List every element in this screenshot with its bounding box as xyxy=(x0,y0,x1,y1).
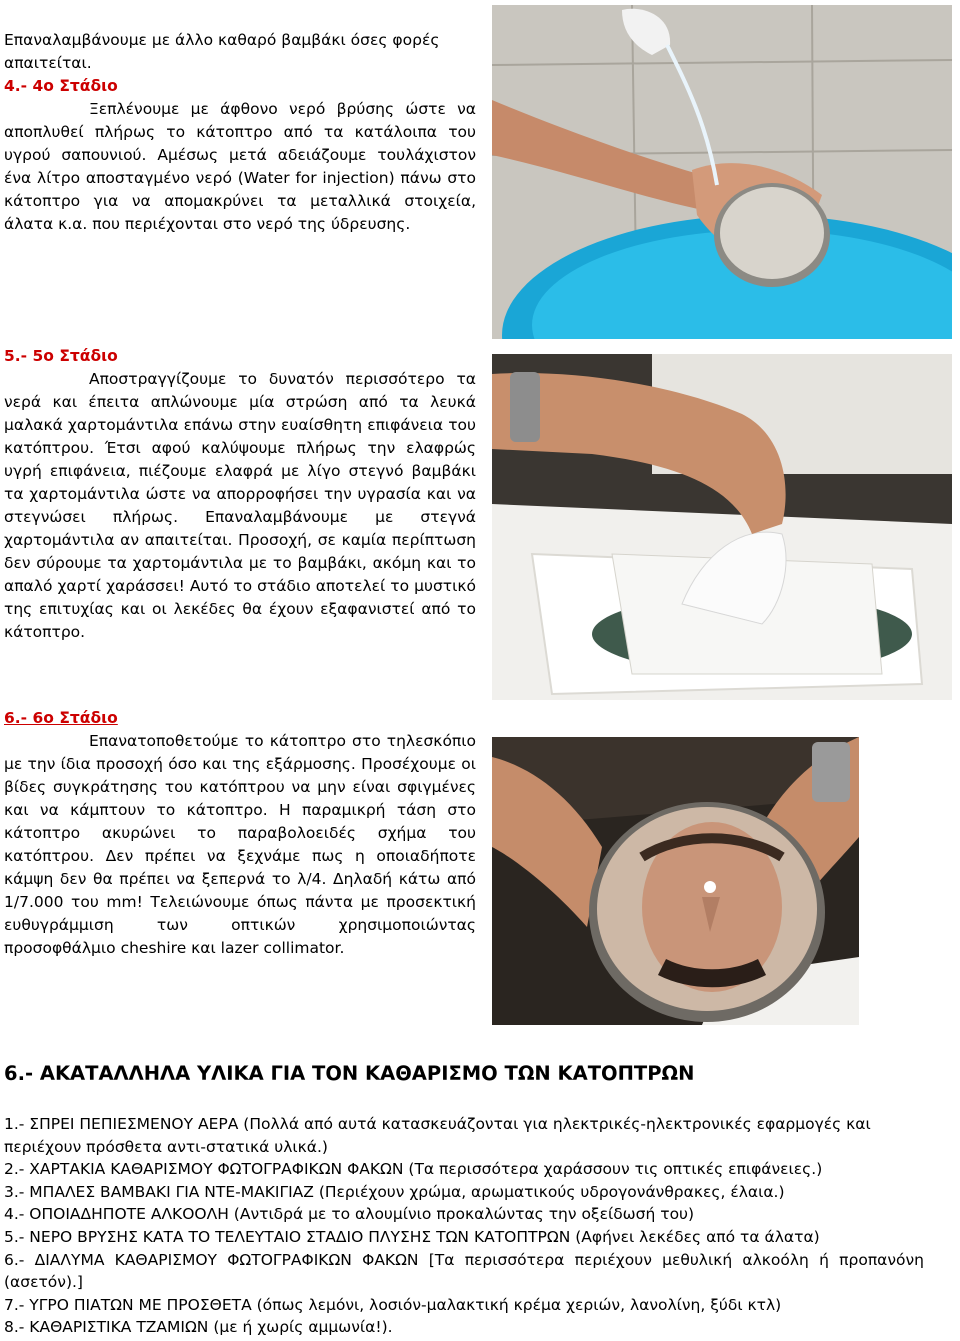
unsuitable-materials-list xyxy=(4,1113,924,1339)
stage-5 xyxy=(4,345,476,644)
photo-rinsing-mirror xyxy=(492,5,952,339)
list-item: 8.- ΚΑΘΑΡΙΣΤΙΚΑ ΤΖΑΜΙΩΝ (με ή χωρίς αμμωνία!). xyxy=(4,1318,393,1337)
photo-drying-tissues xyxy=(492,354,952,700)
intro-line-1: Επαναλαμβάνουμε με άλλο καθαρό βαμβάκι όσες φορές xyxy=(4,31,440,49)
list-item: 5.- ΝΕΡΟ ΒΡΥΣΗΣ ΚΑΤΑ ΤΟ ΤΕΛΕΥΤΑΙΟ ΣΤΑΔΙΟ ΠΛΥΣΗΣ ΤΩΝ ΚΑΤΟΠΤΡΩΝ (Αφήνει λεκέδες από τα άλατα) xyxy=(4,1227,820,1246)
stage-5-text: Αποστραγγίζουμε το δυνατόν περισσότερο τα νερά και έπειτα απλώνουμε μία στρώση από τα λευκά μαλακά χαρτομάντιλα επάνω στην ευαίσθητη επιφάνεια του κατόπτρου. Έτσι αφού καλύψουμε πλήρως την ελαφρώς υγρή επιφάνεια, πιέζουμε ελαφρά με λίγο στεγνό βαμβάκι τα χαρτομάντιλα ώστε να απορροφήσει την υγρασία και να στεγνώσει πλήρως. Επαναλαμβάνουμε με στεγνά χαρτομάντιλα αν απαιτείται. Προσοχή, σε καμία περίπτωση δεν σύρουμε τα χαρτομάντιλα με το βαμβάκι, ακόμη και το απαλό χαρτί χαράσσει! Αυτό το στάδιο αποτελεί το μυστικό της επιτυχίας και οι λεκέδες θα έχουν εξαφανιστεί από το κάτοπτρο. xyxy=(4,370,476,641)
stage-6-heading: 6.- 6ο Στάδιο xyxy=(4,709,118,727)
stage-4-heading: 4.- 4ο Στάδιο xyxy=(4,77,118,95)
list-item: 1.- ΣΠΡΕΙ ΠΕΠΙΕΣΜΕΝΟΥ ΑΕΡΑ (Πολλά από αυτά κατασκευάζονται για ηλεκτρικές-ηλεκτρονικές εφαρμογές και περιέχουν πρόσθετα αντι-στατικά υλικά.) xyxy=(4,1115,871,1156)
list-item: 2.- ΧΑΡΤΑΚΙΑ ΚΑΘΑΡΙΣΜΟΥ ΦΩΤΟΓΡΑΦΙΚΩΝ ΦΑΚΩΝ (Τα περισσότερα χαράσσουν τις οπτικές επιφάνειες.) xyxy=(4,1160,823,1179)
intro-text xyxy=(4,29,476,75)
list-item: 7.- ΥΓΡΟ ΠΙΑΤΩΝ ΜΕ ΠΡΟΣΘΕΤΑ (όπως λεμόνι, λοσιόν-μαλακτική κρέμα χεριών, λανολίνη, ξύδι κτλ) xyxy=(4,1295,782,1314)
stage-6-text: Επανατοποθετούμε το κάτοπτρο στο τηλεσκόπιο με την ίδια προσοχή όσο και της εξάρμοσης. Προσέχουμε οι βίδες συγκράτησης του κατόπτρου να μην είναι σφιγμένες και να κάμπτουν το κάτοπτρο. Η παραμικρή τάση στο κάτοπτρο ακυρώνει το παραβολοειδές σχήμα του κατόπτρου. Δεν πρέπει να ξεχνάμε πως η οποιαδήποτε κάμψη δεν θα πρέπει να ξεπερνά το λ/4. Δηλαδή κάτω από 1/7.000 του mm! Τελειώνουμε όπως πάντα με προσεκτική ευθυγράμμιση των οπτικών χρησιμοποιώντας προσοφθάλμιο cheshire και lazer collimator. xyxy=(4,732,476,957)
rinsing-mirror-image xyxy=(492,5,952,339)
stage-4 xyxy=(4,75,476,236)
intro-line-2: απαιτείται. xyxy=(4,54,92,72)
stage-6 xyxy=(4,707,476,960)
mirror-reflection-image xyxy=(492,737,859,1025)
list-item: 6.- ΔΙΑΛΥΜΑ ΚΑΘΑΡΙΣΜΟΥ ΦΩΤΟΓΡΑΦΙΚΩΝ ΦΑΚΩΝ [Τα περισσότερα περιέχουν μεθυλική αλκοόλη ή προπανόνη (ασετόν).] xyxy=(4,1250,924,1292)
photo-mirror-reflection xyxy=(492,737,859,1025)
list-item: 3.- ΜΠΑΛΕΣ ΒΑΜΒΑΚΙ ΓΙΑ ΝΤΕ-ΜΑΚΙΓΙΑΖ (Περιέχουν χρώμα, αρωματικούς υδρογονάνθρακες, έλαια.) xyxy=(4,1182,785,1201)
list-item: 4.- ΟΠΟΙΑΔΗΠΟΤΕ ΑΛΚΟΟΛΗ (Αντιδρά με το αλουμίνιο προκαλώντας την οξείδωσή του) xyxy=(4,1205,695,1224)
drying-tissues-image xyxy=(492,354,952,700)
section-6-title: 6.- ΑΚΑΤΑΛΛΗΛΑ ΥΛΙΚΑ ΓΙΑ ΤΟΝ ΚΑΘΑΡΙΣΜΟ ΤΩΝ ΚΑΤΟΠΤΡΩΝ xyxy=(4,1062,695,1085)
stage-4-text: Ξεπλένουμε με άφθονο νερό βρύσης ώστε να αποπλυθεί πλήρως το κάτοπτρο από τα κατάλοιπα του υγρού σαπουνιού. Αμέσως μετά αδειάζουμε τουλάχιστον ένα λίτρο αποσταγμένο νερό (Water for injection) πάνω στο κάτοπτρο για να απομακρύνει τα μεταλλικά στοιχεία, άλατα κ.α. που περιέχονται στο νερό της ύδρευσης. xyxy=(4,100,476,233)
stage-5-heading: 5.- 5ο Στάδιο xyxy=(4,347,118,365)
